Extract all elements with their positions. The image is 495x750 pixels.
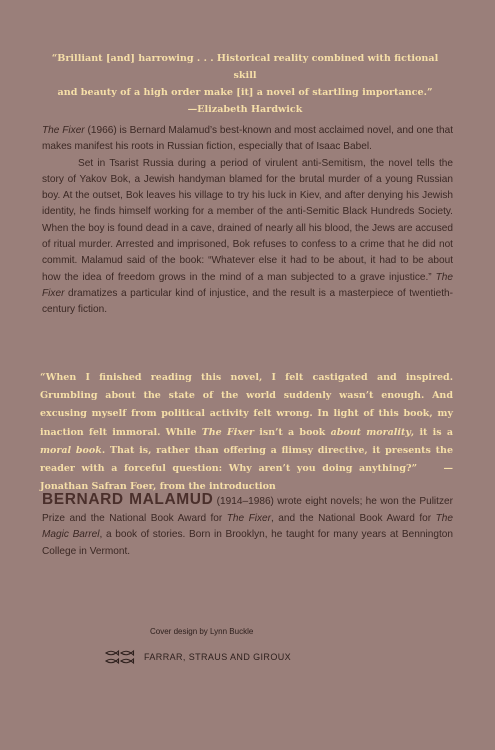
description-paragraph-1: The Fixer (1966) is Bernard Malamud’s best-known and most acclaimed novel, and one that makes manifest his roots in Russian fiction, especially that of Isaac Babel. [42, 125, 453, 153]
book-description [42, 123, 453, 319]
hardwick-blurb [50, 50, 440, 118]
book-title: The Fixer [42, 271, 453, 299]
book-title-magic-barrel: The Magic Barrel [42, 512, 453, 541]
foer-attribution: —Jonathan Safran Foer, from the introduction [40, 463, 453, 493]
book-title: The Fixer [42, 125, 85, 136]
cover-design-credit: Cover design by Lynn Buckle [150, 627, 254, 636]
hardwick-attribution: —Elizabeth Hardwick [187, 104, 303, 115]
book-title: The Fixer [201, 426, 255, 438]
emphasis-moral-book: moral book [40, 444, 102, 456]
publisher-name: FARRAR, STRAUS AND GIROUX [144, 652, 292, 662]
author-name: BERNARD MALAMUD [42, 491, 214, 508]
book-title: The Fixer [226, 512, 272, 524]
fsg-fish-logo-icon [104, 649, 136, 665]
hardwick-quote-line-1: “Brilliant [and] harrowing . . . Historical reality combined with fictional skill [51, 53, 439, 81]
publisher-imprint [104, 647, 291, 667]
foer-blurb: “When I finished reading this novel, I felt castigated and inspired. Grumbling about the state of the world suddenly wasn’t enough. And excusing myself from political activity felt wrong. In light of this book, my inaction felt immoral. While The Fixer isn’t a book about morality, it is a moral book. That is, rather than offering a flimsy directive, it presents the reader with a forceful question: Why aren’t you doing anything?” —Jonathan Safran Foer, from the introduction [40, 372, 454, 493]
description-paragraph-2: Set in Tsarist Russia during a period of virulent anti-Semitism, the novel tells the story of Yakov Bok, a Jewish handyman blamed for the brutal murder of a young Russian boy. At the outset, Bok leaves his village to try his luck in Kiev, and after denying his Jewish identity, he finds himself working for a member of the anti-Semitic Black Hundreds Society. When the boy is found dead in a cave, drained of nearly all his blood, the Jews are accused of ritual murder. Arrested and imprisoned, Bok refuses to confess to a crime that he did not commit. Malamud said of the book: “Whatever else it had to be about, it had to be about how the idea of freedom grows in the mind of a man subjected to a grave injustice.” The Fixer dramatizes a particular kind of injustice, and the result is a masterpiece of twentieth-century fiction. [42, 157, 453, 316]
emphasis-about-morality: about morality [330, 426, 411, 438]
author-bio: BERNARD MALAMUD (1914–1986) wrote eight novels; he won the Pulitzer Prize and the National Book Award for The Fixer, and the National Book Award for The Magic Barrel, a book of stories. Born in Brooklyn, he taught for many years at Bennington College in Vermont. [42, 491, 453, 557]
hardwick-quote-line-2: and beauty of a high order make [it] a novel of startling importance.” [57, 87, 433, 98]
